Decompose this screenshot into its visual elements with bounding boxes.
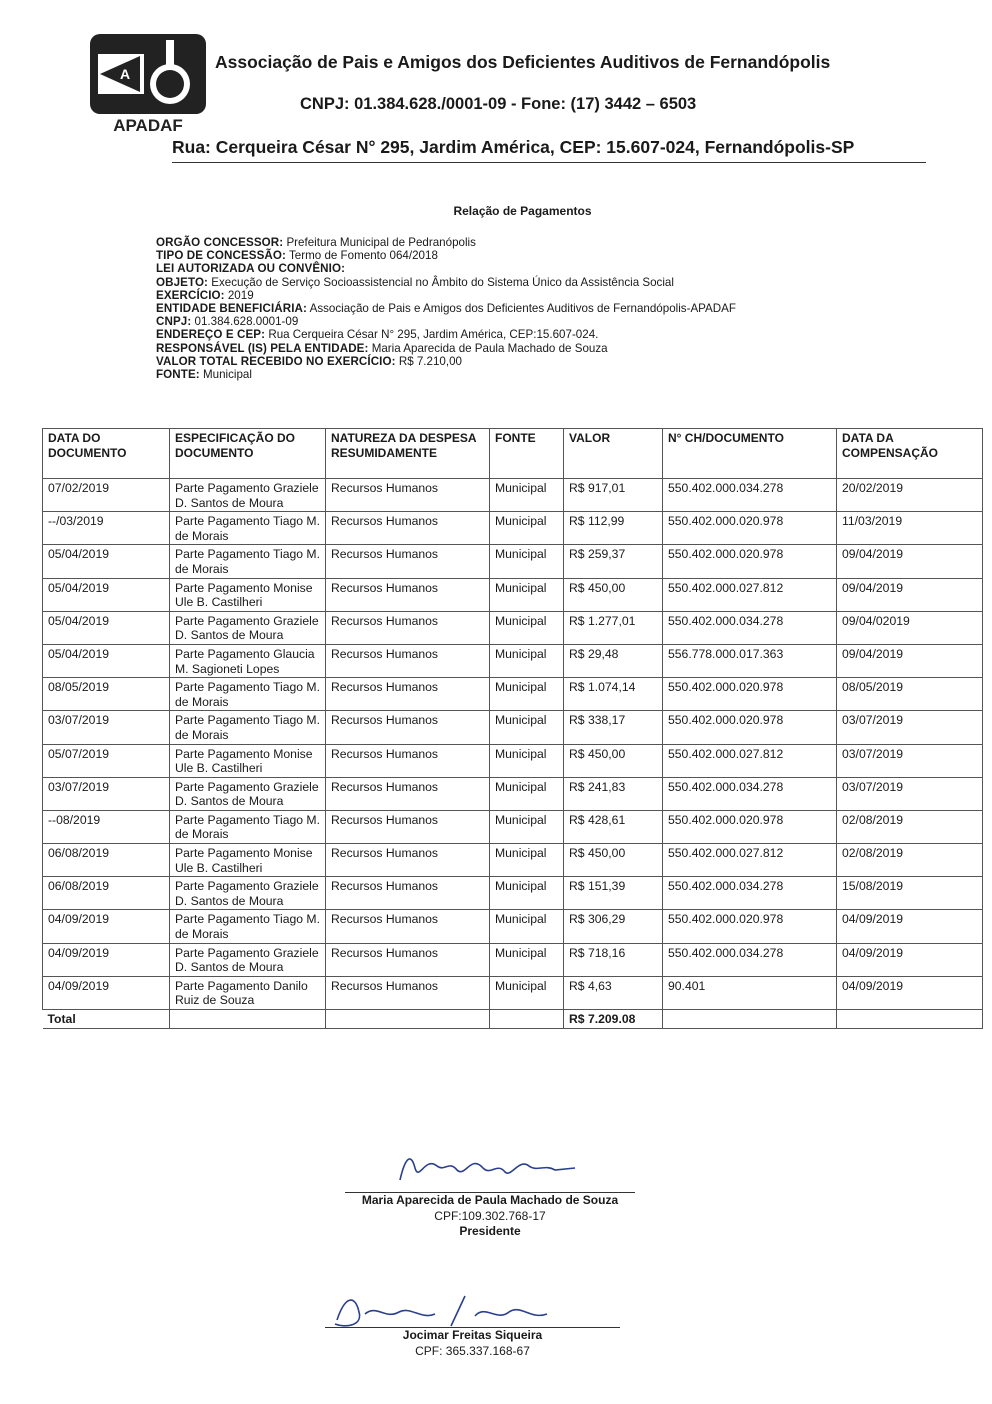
cell-source: Municipal [490, 711, 564, 744]
info-row [156, 368, 736, 381]
cell-value: R$ 338,17 [564, 711, 663, 744]
cell-compensation-date: 09/04/2019 [837, 578, 983, 611]
cell-specification: Parte Pagamento Graziele D. Santos de Moura [170, 611, 326, 644]
cell-compensation-date: 08/05/2019 [837, 678, 983, 711]
apadaf-logo [90, 34, 206, 134]
cell-nature: Recursos Humanos [326, 678, 490, 711]
cell-compensation-date: 04/09/2019 [837, 943, 983, 976]
info-label: TIPO DE CONCESSÃO: [156, 249, 286, 263]
cell-compensation-date: 03/07/2019 [837, 777, 983, 810]
cell-nature: Recursos Humanos [326, 711, 490, 744]
info-value: Rua Cerqueira César N° 295, Jardim América, CEP:15.607-024. [265, 328, 599, 342]
cell-specification: Parte Pagamento Tiago M. de Morais [170, 810, 326, 843]
table-row [43, 678, 983, 711]
cell-compensation-date: 03/07/2019 [837, 711, 983, 744]
cell-date: 05/04/2019 [43, 644, 170, 677]
table-row [43, 578, 983, 611]
info-value: Prefeitura Municipal de Pedranópolis [283, 236, 476, 249]
cell-value: R$ 917,01 [564, 479, 663, 512]
cell-specification: Parte Pagamento Monise Ule B. Castilheri [170, 744, 326, 777]
cell-compensation-date: 09/04/2019 [837, 644, 983, 677]
cell-source: Municipal [490, 479, 564, 512]
cell-source: Municipal [490, 512, 564, 545]
cell-date: --/03/2019 [43, 512, 170, 545]
info-row [156, 328, 736, 341]
cell-date: 03/07/2019 [43, 777, 170, 810]
cell-value: R$ 1.074,14 [564, 678, 663, 711]
table-row [43, 744, 983, 777]
signer-role: Presidente [459, 1224, 521, 1238]
cell-date: 03/07/2019 [43, 711, 170, 744]
info-value: Associação de Pais e Amigos dos Deficientes Auditivos de Fernandópolis-APADAF [307, 302, 736, 316]
table-total-row [43, 1010, 983, 1029]
cell-value: R$ 306,29 [564, 910, 663, 943]
info-label: ENDEREÇO E CEP: [156, 328, 266, 342]
logo-wordmark: APADAF [113, 116, 183, 134]
header-date: DATA DO DOCUMENTO [43, 429, 170, 479]
cell-source: Municipal [490, 777, 564, 810]
cell-document-number: 90.401 [663, 976, 837, 1009]
cell-specification: Parte Pagamento Graziele D. Santos de Moura [170, 479, 326, 512]
cell-specification: Parte Pagamento Tiago M. de Morais [170, 678, 326, 711]
info-row [156, 236, 736, 249]
cell-source: Municipal [490, 545, 564, 578]
cell-document-number: 550.402.000.020.978 [663, 910, 837, 943]
cell-document-number: 550.402.000.034.278 [663, 777, 837, 810]
cell-value: R$ 450,00 [564, 578, 663, 611]
signer-name: Jocimar Freitas Siqueira [402, 1328, 543, 1342]
total-empty-cell [663, 1010, 837, 1029]
cell-source: Municipal [490, 910, 564, 943]
header-source: FONTE [490, 429, 564, 479]
header-compensation-date: DATA DA COMPENSAÇÃO [837, 429, 983, 479]
cell-value: R$ 4,63 [564, 976, 663, 1009]
cell-specification: Parte Pagamento Tiago M. de Morais [170, 512, 326, 545]
cell-date: 05/04/2019 [43, 545, 170, 578]
info-row [156, 342, 736, 355]
cell-source: Municipal [490, 976, 564, 1009]
cell-compensation-date: 02/08/2019 [837, 810, 983, 843]
table-row [43, 810, 983, 843]
cell-specification: Parte Pagamento Glaucia M. Sagioneti Lopes [170, 644, 326, 677]
cell-compensation-date: 02/08/2019 [837, 844, 983, 877]
cell-source: Municipal [490, 943, 564, 976]
table-row [43, 479, 983, 512]
info-row [156, 276, 736, 289]
signature-block-second [325, 1294, 620, 1364]
table-row [43, 976, 983, 1009]
cell-date: 04/09/2019 [43, 910, 170, 943]
signer-cpf: CPF: 365.337.168-67 [415, 1344, 530, 1358]
grant-info [156, 236, 736, 381]
info-value: Municipal [199, 368, 252, 382]
payments-table [42, 428, 983, 1029]
cell-value: R$ 450,00 [564, 744, 663, 777]
info-label: FONTE: [156, 368, 200, 382]
cell-compensation-date: 11/03/2019 [837, 512, 983, 545]
cell-source: Municipal [490, 744, 564, 777]
total-label: Total [43, 1010, 170, 1029]
signer-cpf: CPF:109.302.768-17 [434, 1209, 546, 1223]
table-row [43, 844, 983, 877]
signer-name: Maria Aparecida de Paula Machado de Souza [361, 1193, 619, 1207]
signature-block-president [345, 1158, 635, 1238]
cell-document-number: 550.402.000.020.978 [663, 678, 837, 711]
header-specification: ESPECIFICAÇÃO DO DOCUMENTO [170, 429, 326, 479]
cell-nature: Recursos Humanos [326, 479, 490, 512]
cell-document-number: 550.402.000.020.978 [663, 512, 837, 545]
cell-nature: Recursos Humanos [326, 744, 490, 777]
cell-nature: Recursos Humanos [326, 943, 490, 976]
cell-document-number: 550.402.000.027.812 [663, 744, 837, 777]
cell-date: 05/04/2019 [43, 611, 170, 644]
cell-value: R$ 450,00 [564, 844, 663, 877]
header-value: VALOR [564, 429, 663, 479]
info-row [156, 302, 736, 315]
cell-source: Municipal [490, 678, 564, 711]
table-row [43, 512, 983, 545]
cell-document-number: 550.402.000.034.278 [663, 943, 837, 976]
cell-date: 04/09/2019 [43, 976, 170, 1009]
table-header-row [43, 429, 983, 479]
info-label: EXERCÍCIO: [156, 288, 225, 302]
cell-document-number: 550.402.000.034.278 [663, 479, 837, 512]
cell-nature: Recursos Humanos [326, 976, 490, 1009]
cell-value: R$ 151,39 [564, 877, 663, 910]
table-row [43, 877, 983, 910]
total-empty-cell [837, 1010, 983, 1029]
cell-compensation-date: 04/09/2019 [837, 976, 983, 1009]
cell-specification: Parte Pagamento Graziele D. Santos de Moura [170, 777, 326, 810]
info-value: Termo de Fomento 064/2018 [286, 249, 438, 263]
cell-nature: Recursos Humanos [326, 578, 490, 611]
table-row [43, 611, 983, 644]
info-value: 2019 [224, 288, 254, 302]
info-row [156, 315, 736, 328]
cell-source: Municipal [490, 810, 564, 843]
cell-compensation-date: 20/02/2019 [837, 479, 983, 512]
cell-date: 06/08/2019 [43, 844, 170, 877]
info-label: VALOR TOTAL RECEBIDO NO EXERCÍCIO: [156, 354, 396, 368]
cell-document-number: 550.402.000.020.978 [663, 545, 837, 578]
info-label: CNPJ: [156, 315, 192, 329]
cell-value: R$ 428,61 [564, 810, 663, 843]
cell-document-number: 556.778.000.017.363 [663, 644, 837, 677]
total-empty-cell [490, 1010, 564, 1029]
info-label: ENTIDADE BENEFICIÁRIA: [156, 302, 307, 316]
info-row [156, 262, 736, 275]
cell-nature: Recursos Humanos [326, 512, 490, 545]
cell-specification: Parte Pagamento Tiago M. de Morais [170, 711, 326, 744]
cell-nature: Recursos Humanos [326, 611, 490, 644]
cell-specification: Parte Pagamento Graziele D. Santos de Moura [170, 877, 326, 910]
table-row [43, 777, 983, 810]
cell-source: Municipal [490, 611, 564, 644]
cell-value: R$ 29,48 [564, 644, 663, 677]
cell-document-number: 550.402.000.034.278 [663, 877, 837, 910]
organization-address: Rua: Cerqueira César N° 295, Jardim América, CEP: 15.607-024, Fernandópolis-SP [172, 137, 855, 157]
cell-nature: Recursos Humanos [326, 877, 490, 910]
cell-compensation-date: 04/09/2019 [837, 910, 983, 943]
handwritten-signature-second [325, 1290, 620, 1330]
cell-value: R$ 241,83 [564, 777, 663, 810]
table-row [43, 711, 983, 744]
cell-nature: Recursos Humanos [326, 644, 490, 677]
cell-date: 06/08/2019 [43, 877, 170, 910]
table-row [43, 910, 983, 943]
cell-nature: Recursos Humanos [326, 545, 490, 578]
cell-value: R$ 112,99 [564, 512, 663, 545]
info-value: Maria Aparecida de Paula Machado de Souza [368, 341, 608, 355]
total-value: R$ 7.209.08 [564, 1010, 663, 1029]
cell-compensation-date: 03/07/2019 [837, 744, 983, 777]
info-value: Execução de Serviço Socioassistencial no Âmbito do Sistema Único da Assistência Social [208, 275, 674, 289]
info-value: R$ 7.210,00 [395, 354, 462, 368]
info-label: RESPONSÁVEL (IS) PELA ENTIDADE: [156, 341, 369, 355]
cell-source: Municipal [490, 644, 564, 677]
cell-source: Municipal [490, 844, 564, 877]
cell-value: R$ 718,16 [564, 943, 663, 976]
info-row [156, 249, 736, 262]
table-row [43, 545, 983, 578]
cell-nature: Recursos Humanos [326, 910, 490, 943]
info-label: OBJETO: [156, 275, 209, 289]
cell-date: 05/07/2019 [43, 744, 170, 777]
cell-specification: Parte Pagamento Monise Ule B. Castilheri [170, 844, 326, 877]
cell-compensation-date: 09/04/02019 [837, 611, 983, 644]
total-empty-cell [170, 1010, 326, 1029]
header-nature: NATUREZA DA DESPESA RESUMIDAMENTE [326, 429, 490, 479]
cell-nature: Recursos Humanos [326, 810, 490, 843]
cell-specification: Parte Pagamento Monise Ule B. Castilheri [170, 578, 326, 611]
cell-document-number: 550.402.000.027.812 [663, 578, 837, 611]
logo-letter: A [120, 66, 131, 82]
header-document-number: N° CH/DOCUMENTO [663, 429, 837, 479]
cell-compensation-date: 15/08/2019 [837, 877, 983, 910]
cell-nature: Recursos Humanos [326, 844, 490, 877]
cell-document-number: 550.402.000.020.978 [663, 810, 837, 843]
cell-date: 07/02/2019 [43, 479, 170, 512]
report-title: Relação de Pagamentos [453, 204, 592, 218]
cell-date: 05/04/2019 [43, 578, 170, 611]
cell-document-number: 550.402.000.034.278 [663, 611, 837, 644]
table-row [43, 943, 983, 976]
cell-date: --08/2019 [43, 810, 170, 843]
cell-document-number: 550.402.000.020.978 [663, 711, 837, 744]
cell-value: R$ 1.277,01 [564, 611, 663, 644]
info-row [156, 289, 736, 302]
cell-compensation-date: 09/04/2019 [837, 545, 983, 578]
table-row [43, 644, 983, 677]
info-label: LEI AUTORIZADA OU CONVÊNIO: [156, 262, 346, 276]
cell-specification: Parte Pagamento Tiago M. de Morais [170, 545, 326, 578]
organization-name: Associação de Pais e Amigos dos Deficientes Auditivos de Fernandópolis [215, 52, 831, 72]
handwritten-signature-president [345, 1148, 635, 1188]
cell-value: R$ 259,37 [564, 545, 663, 578]
info-row [156, 355, 736, 368]
organization-cnpj-phone: CNPJ: 01.384.628./0001-09 - Fone: (17) 3442 – 6503 [300, 95, 697, 113]
cell-date: 04/09/2019 [43, 943, 170, 976]
info-value: 01.384.628.0001-09 [191, 315, 299, 329]
total-empty-cell [326, 1010, 490, 1029]
cell-specification: Parte Pagamento Danilo Ruiz de Souza [170, 976, 326, 1009]
cell-source: Municipal [490, 877, 564, 910]
cell-specification: Parte Pagamento Graziele D. Santos de Moura [170, 943, 326, 976]
cell-nature: Recursos Humanos [326, 777, 490, 810]
cell-source: Municipal [490, 578, 564, 611]
cell-specification: Parte Pagamento Tiago M. de Morais [170, 910, 326, 943]
info-label: ORGÃO CONCESSOR: [156, 236, 284, 249]
cell-date: 08/05/2019 [43, 678, 170, 711]
cell-document-number: 550.402.000.027.812 [663, 844, 837, 877]
header-divider [172, 162, 926, 163]
